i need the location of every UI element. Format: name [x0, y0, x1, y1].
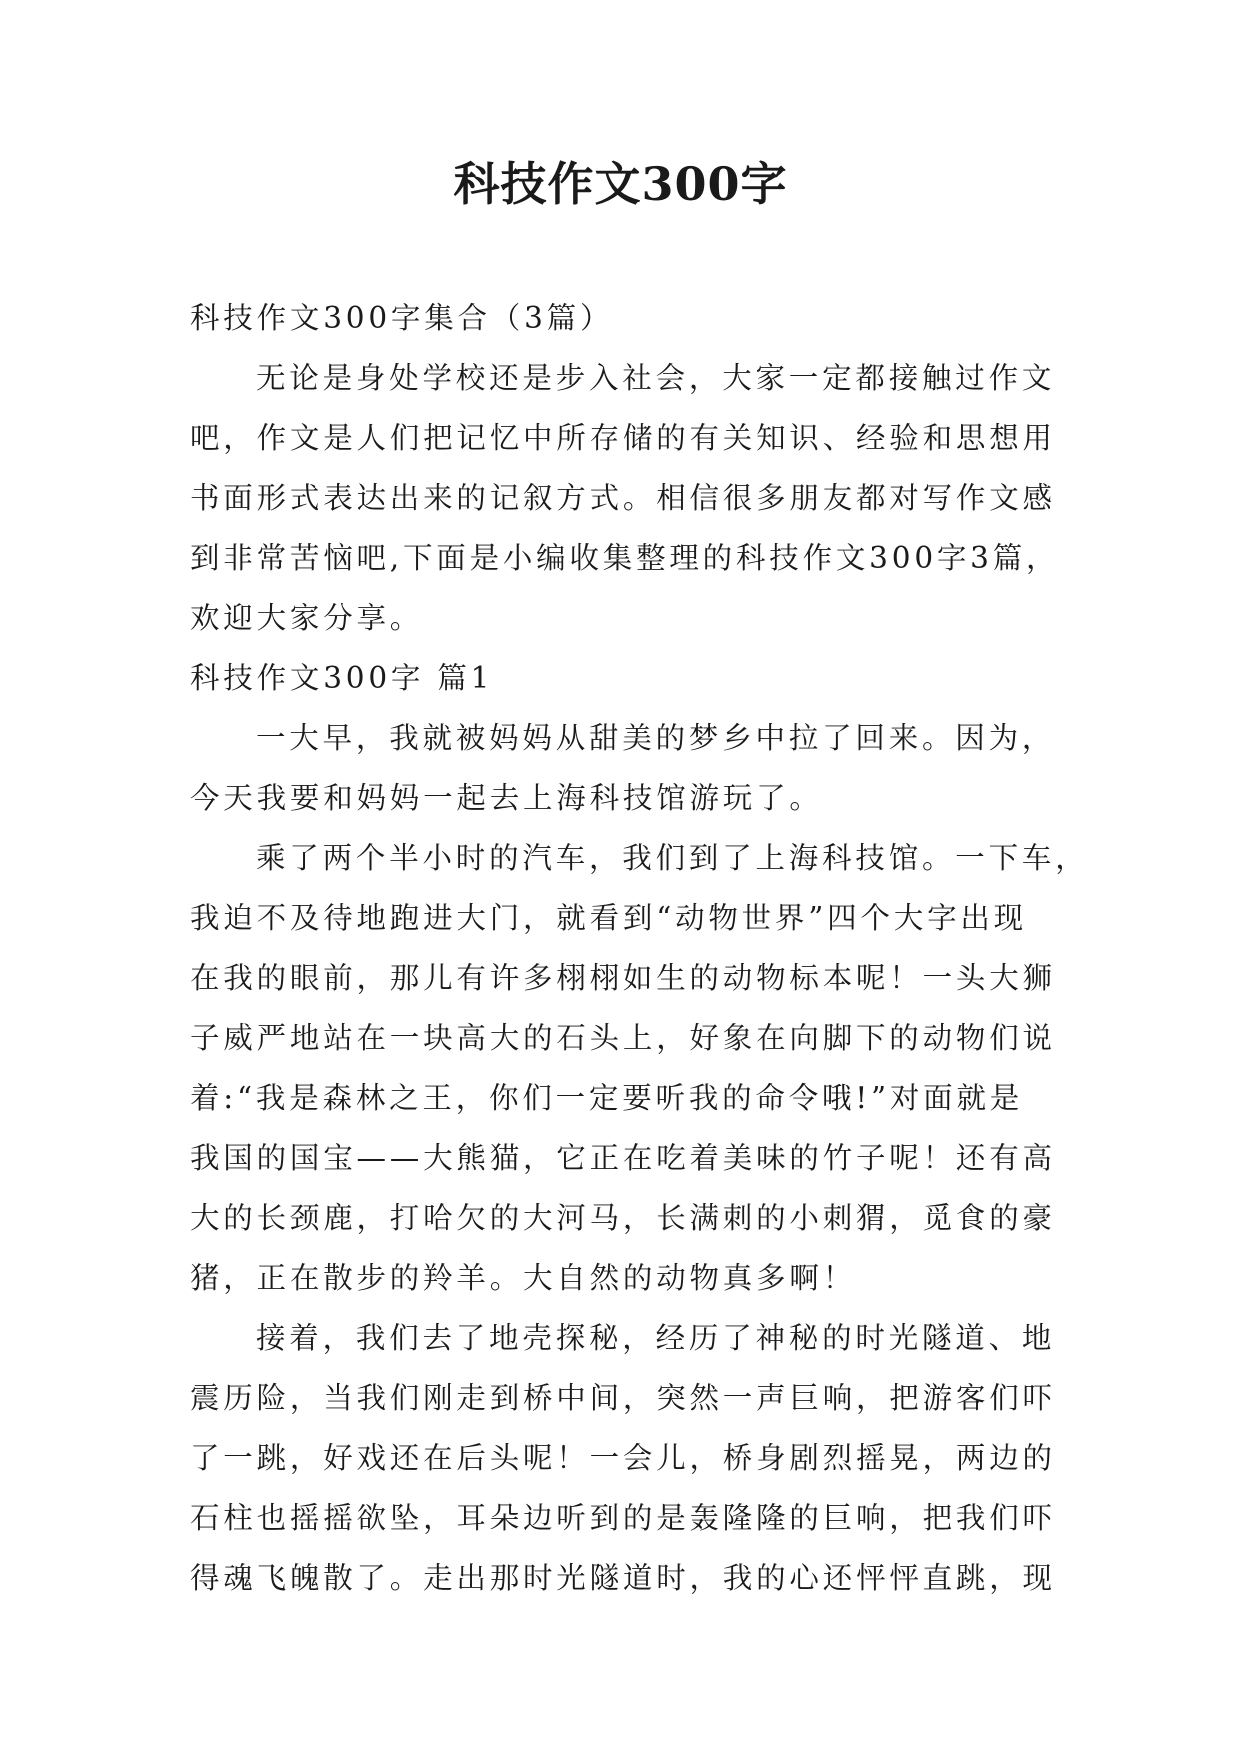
- text-line: 我国的国宝——大熊猫，它正在吃着美味的竹子呢！还有高: [190, 1141, 1056, 1175]
- text-line: 石柱也摇摇欲坠，耳朵边听到的是轰隆隆的巨响，把我们吓: [190, 1501, 1056, 1535]
- text-line: 猪，正在散步的羚羊。大自然的动物真多啊！: [190, 1261, 857, 1295]
- document-body: [190, 288, 1089, 1608]
- text-line: 震历险，当我们刚走到桥中间，突然一声巨响，把游客们吓: [190, 1381, 1056, 1415]
- text-line: 在我的眼前，那儿有许多栩栩如生的动物标本呢！一头大狮: [190, 961, 1056, 995]
- text-line: 吧，作文是人们把记忆中所存储的有关知识、经验和思想用: [190, 421, 1056, 455]
- text-line: 到非常苦恼吧,下面是小编收集整理的科技作文300字3篇，: [190, 541, 1060, 575]
- text-line: 大的长颈鹿，打哈欠的大河马，长满刺的小刺猬，觅食的豪: [190, 1201, 1056, 1235]
- text-line: 今天我要和妈妈一起去上海科技馆游玩了。: [190, 781, 823, 815]
- text-line: 乘了两个半小时的汽车，我们到了上海科技馆。一下车，: [256, 841, 1089, 875]
- text-line: 接着，我们去了地壳探秘，经历了神秘的时光隧道、地: [256, 1321, 1056, 1355]
- text-line: 科技作文300字集合（3篇）: [190, 301, 614, 335]
- text-line: 书面形式表达出来的记叙方式。相信很多朋友都对写作文感: [190, 481, 1056, 515]
- text-line: 子威严地站在一块高大的石头上，好象在向脚下的动物们说: [190, 1021, 1056, 1055]
- text-line: 科技作文300字 篇1: [190, 661, 494, 695]
- text-line: 我迫不及待地跑进大门，就看到“动物世界”四个大字出现: [190, 901, 1027, 935]
- text-line: 了一跳，好戏还在后头呢！一会儿，桥身剧烈摇晃，两边的: [190, 1441, 1056, 1475]
- text-line: 欢迎大家分享。: [190, 601, 424, 635]
- text-line: 无论是身处学校还是步入社会，大家一定都接触过作文: [256, 361, 1056, 395]
- text-line: 得魂飞魄散了。走出那时光隧道时，我的心还怦怦直跳，现: [190, 1561, 1056, 1595]
- text-line: 一大早，我就被妈妈从甜美的梦乡中拉了回来。因为，: [256, 721, 1056, 755]
- document-title: 科技作文300字: [453, 157, 788, 211]
- text-line: 着:“我是森林之王，你们一定要听我的命令哦!”对面就是: [190, 1081, 1024, 1115]
